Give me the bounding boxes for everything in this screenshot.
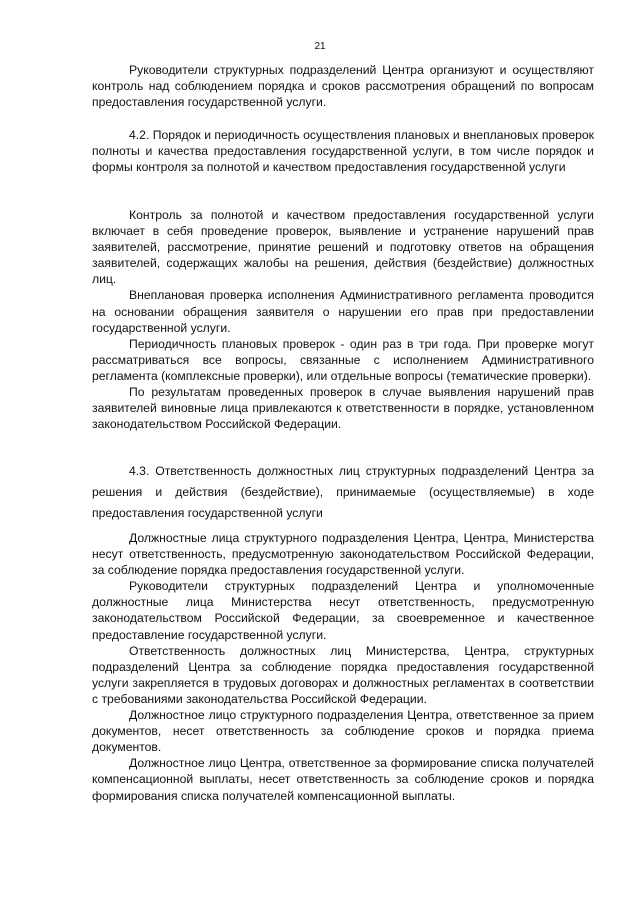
paragraph-liability-contracts: Ответственность должностных лиц Министерства, Центра, структурных подразделений Центра за соблюдение порядка предоставления государственной услуги закрепляется в трудовых договорах и должностных регламентах в соответствии с требованиями законодательства Российской Федерации. [92, 643, 594, 706]
paragraph-unscheduled-inspection: Внеплановая проверка исполнения Административного регламента проводится на основании обращения заявителя о нарушении его прав при предоставлении государственной услуги. [92, 288, 594, 335]
section-heading-4-3: 4.3. Ответственность должностных лиц структурных подразделений Центра за решения и действия (бездействие), принимаемые (осуществляемые) в ходе предоставления государственной услуги [92, 464, 594, 520]
section-heading-4-2: 4.2. Порядок и периодичность осуществления плановых и внеплановых проверок полноты и качества предоставления государственной услуги, в том числе порядок и формы контроля за полнотой и качеством предоставления государственной услуги [92, 128, 594, 175]
paragraph-document-intake-official: Должностное лицо структурного подразделения Центра, ответственное за прием документов, несет ответственность за соблюдение сроков и порядка приема документов. [92, 708, 594, 755]
paragraph-text: Руководители структурных подразделений Центра организуют и осуществляют контроль над соблюдением порядка и сроков рассмотрения обращений по вопросам предоставления государственной услуги. [92, 63, 594, 110]
paragraph-supervisors-liability: Руководители структурных подразделений Центра и уполномоченные должностные лица Министерства несут ответственность, предусмотренную законодательством Российской Федерации, за своевременное и качественное предоставление государственной услуги. [92, 579, 594, 642]
paragraph-officials-liability: Должностные лица структурного подразделения Центра, Центра, Министерства несут ответственность, предусмотренную законодательством Российской Федерации, за соблюдение порядка предоставления государственной услуги. [92, 531, 594, 578]
paragraph-supervisors-control [92, 62, 594, 110]
paragraph-inspection-frequency: Периодичность плановых проверок - один раз в три года. При проверке могут рассматриваться все вопросы, связанные с исполнением Административного регламента (комплексные проверки), или отдельные вопросы (тематические проверки). [92, 336, 594, 383]
section-4-3-body [92, 530, 594, 804]
section-4-2-body [92, 207, 594, 432]
paragraph-control-scope: Контроль за полнотой и качеством предоставления государственной услуги включает в себя проведение проверок, выявление и устранение нарушений прав заявителей, рассмотрение, принятие решений и подготовку ответов на обращения заявителей, содержащих жалобы на решения, действия (бездействие) должностных лиц. [92, 208, 594, 287]
page-number: 21 [314, 41, 326, 52]
paragraph-inspection-results: По результатам проведенных проверок в случае выявления нарушений прав заявителей виновные лица привлекаются к ответственности в порядке, установленном законодательством Российской Федерации. [92, 385, 594, 432]
paragraph-recipient-list-official: Должностное лицо Центра, ответственное за формирование списка получателей компенсационной выплаты, несет ответственность за соблюдение сроков и порядка формирования списка получателей компенсационной выплаты. [92, 756, 594, 803]
